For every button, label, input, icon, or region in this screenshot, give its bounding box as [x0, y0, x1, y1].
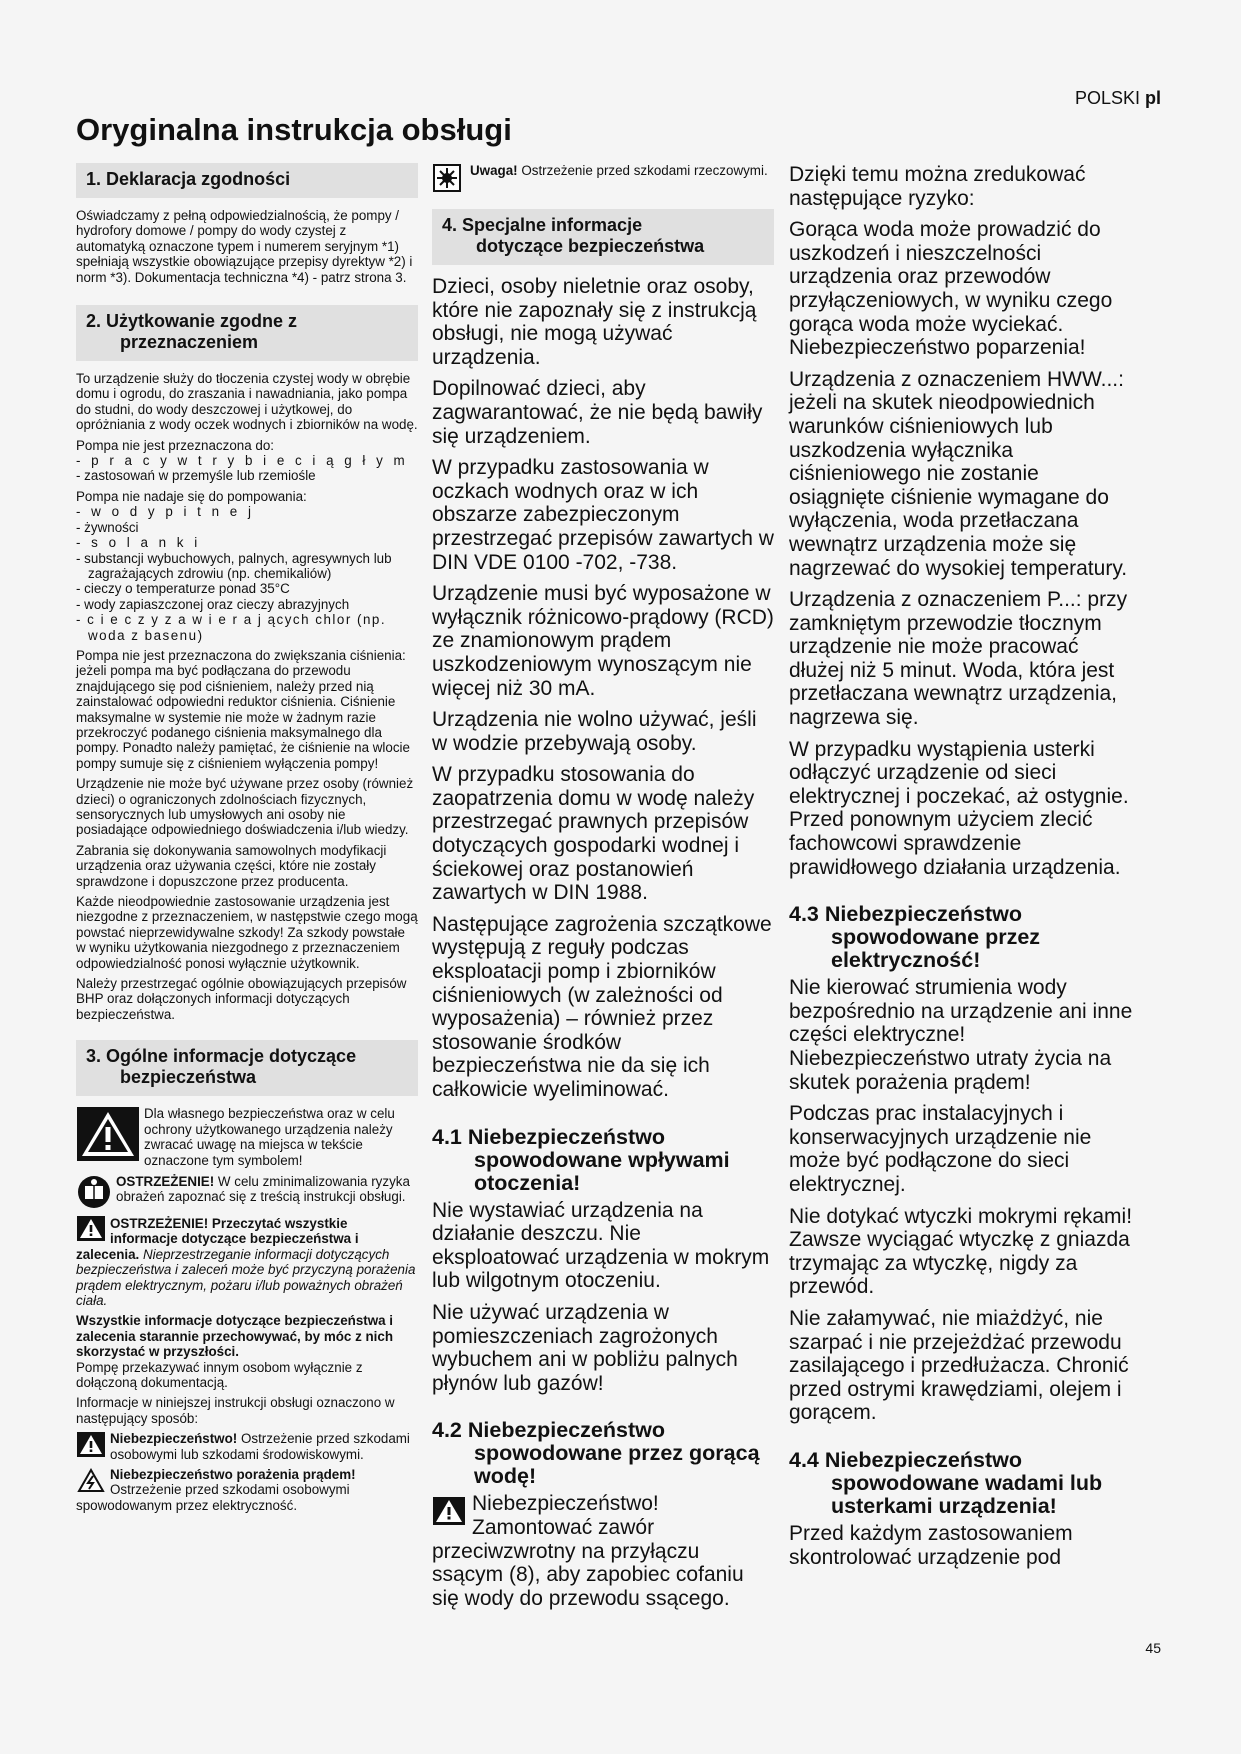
- paragraph: Urządzenia z oznaczeniem HWW...: jeżeli na skutek nieodpowiednich warunków ciśnieniowych lub uszkodzenia wyłącznika ciśnieniowego nie zostanie osiągnięte ciśnienie wymagane do wyłączenia, woda przetłaczana wewnątrz urządzenia może się nagrzewać do wysokiej temperatury.: [789, 367, 1128, 580]
- paragraph: Urządzenie musi być wyposażone w wyłącznik różnicowo-prądowy (RCD) ze znamionowym prądem uszkodzeniowym wynoszącym nie więcej niż 30 mA.: [432, 582, 774, 700]
- paragraph: Nie wystawiać urządzenia na działanie deszczu. Nie eksploatować urządzenia w mokrym lub wilgotnym otoczeniu.: [432, 1198, 770, 1293]
- paragraph: Następujące zagrożenia szczątkowe występują z reguły podczas eksploatacji pomp i zbiorników ciśnieniowych (w zależności od wyposażenia) – również przez stosowanie środków bezpieczeństwa nie da się ich całkowicie wyeliminować.: [432, 912, 772, 1101]
- read-manual-icon: [76, 1174, 112, 1210]
- section-4-title-b: dotyczące bezpieczeństwa: [476, 236, 705, 256]
- pressure-text: Pompa nie jest przeznaczona do zwiększania ciśnienia: jeżeli pompa ma być podłączana do przewodu znajdującego się pod ciśnieniem, należy przed nią zainstalować odpowiedni reduktor ciśnienia. Ciśnienie maksymalne w systemie nie może w żadnym razie przekroczyć podanego ciśnienia maksymalnego dla pompy. Ponadto należy pamiętać, że ciśnienie na wlocie pompy sumuje się z ciśnieniem wyłączenia pompy!: [76, 647, 410, 771]
- section-4-3-heading: [789, 903, 1139, 972]
- marking-intro: Informacje w niniejszej instrukcji obsługi oznaczono w następujący sposób:: [76, 1395, 395, 1426]
- intended-use-text: To urządzenie służy do tłoczenia czystej wody w obrębie domu i ogrodu, do zraszania i nawadniania, jako pompa do studni, do wody deszczowej i użytkowej, do opróżniania z wody oczek wodnych i zbiorników na wodę.: [76, 371, 418, 433]
- danger-note: [76, 1431, 418, 1462]
- language-label: [1075, 88, 1161, 109]
- paragraph: Nie dotykać wtyczki mokrymi rękami! Zawsze wyciągać wtyczkę z gniazda trzymając za wtyczkę, nigdy za przewód.: [789, 1204, 1133, 1299]
- electric-label: Niebezpieczeństwo porażenia prądem!: [110, 1467, 356, 1482]
- not-intended-list: [76, 438, 418, 484]
- warning-2: [76, 1216, 418, 1308]
- read-manual-row: [76, 1174, 418, 1210]
- caution-note: [432, 163, 774, 193]
- warning-2-label: OSTRZEŻENIE! Przeczytać wszystkie informacje dotyczące bezpieczeństwa i zalecenia.: [76, 1215, 359, 1262]
- paragraph: Podczas prac instalacyjnych i konserwacyjnych urządzenie nie może być podłączone do sieci elektrycznej.: [789, 1102, 1092, 1196]
- improper-use-text: Każde nieodpowiednie zastosowanie urządzenia jest niezgodne z przeznaczeniem, w następstwie czego mogą powstać nieprzewidywalne szkody! Za szkody powstałe w wyniku użytkowania niezgodnego z przeznaczeniem odpowiedzialność ponosi wyłącznie użytkownik.: [76, 894, 418, 971]
- paragraph: Nie używać urządzenia w pomieszczeniach zagrożonych wybuchem ani w pobliżu palnych płynów lub gazów!: [432, 1300, 738, 1395]
- electric-hazard-icon: [76, 1467, 106, 1493]
- not-suitable-list: [76, 489, 418, 643]
- safety-symbol-text: Dla własnego bezpieczeństwa oraz w celu ochrony użytkowanego urządzenia należy zwracać uwagę na miejsca w tekście oznaczone tym symbolem!: [144, 1106, 395, 1168]
- hot-water-note: [432, 1492, 774, 1610]
- section-4-heading: [432, 209, 774, 265]
- paragraph: Urządzenia z oznaczeniem P...: przy zamkniętym przewodzie tłocznym urządzenie nie może pracować dłużej niż 5 minut. Woda, która jest przetłaczana wewnątrz urządzenia, nagrzewa się.: [789, 588, 1128, 730]
- section-4-1-title-b: spowodowane wpływami otoczenia!: [474, 1147, 730, 1195]
- hot-water-warning-icon: [432, 1496, 466, 1526]
- section-4-2-heading: [432, 1419, 774, 1488]
- keep-instructions-bold: Wszystkie informacje dotyczące bezpieczeństwa i zalecenia starannie przechowywać, by móc z nich skorzystać w przyszłości.: [76, 1313, 394, 1360]
- list-item: - zastosowań w przemyśle lub rzemiośle: [76, 468, 316, 484]
- paragraph: Nie załamywać, nie miażdżyć, nie szarpać i nie przejeżdżać przewodu zasilającego i przedłużacza. Chronić przed ostrymi krawędziami, olejem i gorącem.: [789, 1306, 1129, 1425]
- section-4-3-title-a: 4.3 Niebezpieczeństwo: [789, 902, 1022, 927]
- paragraph: Nie kierować strumienia wody bezpośrednio na urządzenie ani inne części elektryczne! Niebezpieczeństwo utraty życia na skutek porażenia prądem!: [789, 976, 1133, 1094]
- paragraph: W przypadku zastosowania w oczkach wodnych oraz w ich obszarze zabezpieczonym przestrzegać przepisów zawartych w DIN VDE 0100 -702, -738.: [432, 456, 774, 574]
- page-number: 45: [1145, 1640, 1161, 1656]
- list-item: - w o d y p i t n e j: [76, 504, 255, 520]
- list-item: - substancji wybuchowych, palnych, agresywnych lub zagrażających zdrowiu (np. chemikaliów): [76, 550, 392, 581]
- paragraph: W przypadku wystąpienia usterki odłączyć urządzenie od sieci elektrycznej i poczekać, aż ostygnie. Przed ponownym użyciem zlecić fachowcowi sprawdzenie prawidłowego działania urządzenia.: [789, 737, 1129, 879]
- section-2-title-a: 2. Użytkowanie zgodne z: [86, 311, 298, 332]
- electric-text: Ostrzeżenie przed szkodami osobowymi spowodowanym przez elektryczność.: [76, 1482, 350, 1513]
- keep-instructions-text: Pompę przekazywać innym osobom wyłącznie z dołączoną dokumentacją.: [76, 1359, 363, 1390]
- language-name: POLSKI: [1074, 88, 1140, 108]
- warning-triangle-small-icon: [76, 1216, 106, 1242]
- list-item: - wody zapiaszczonej oraz cieczy abrazyjnych: [76, 596, 350, 612]
- warning-2-text: Nieprzestrzeganie informacji dotyczących bezpieczeństwa i zaleceń może być przyczyną porażenia prądem elektrycznym, pożaru i/lub poważnych obrażeń ciała.: [76, 1246, 416, 1308]
- section-1-heading: [76, 163, 418, 198]
- section-4-2-title-b: spowodowane przez gorącą wodę!: [474, 1441, 760, 1489]
- users-restriction-text: Urządzenie nie może być używane przez osoby (również dzieci) o ograniczonych zdolnościach fizycznych, sensorycznych lub umysłowych ani osoby nie posiadające odpowiedniego doświadczenia i/lub wiedzy.: [76, 776, 414, 838]
- caution-icon: [432, 163, 462, 193]
- danger-icon: [76, 1431, 106, 1457]
- paragraph: W przypadku stosowania do zaopatrzenia domu w wodę należy przestrzegać prawnych przepisów dotyczących gospodarki wodnej i ściekowej oraz postanowień zawartych w DIN 1988.: [432, 763, 755, 905]
- column-3: [789, 163, 1139, 1577]
- section-4-1-heading: [432, 1126, 774, 1195]
- list-item: - c i e c z y z a w i e r a j ących chlor (np. woda z basenu): [76, 612, 387, 643]
- hot-water-text-b: przeciwzwrotny na przyłączu ssącym (8), aby zapobiec cofaniu się wody do przewodu ssącego.: [432, 1539, 744, 1610]
- section-4-4-title-b: spowodowane wadami lub usterkami urządzenia!: [831, 1470, 1103, 1518]
- section-3-title-a: 3. Ogólne informacje dotyczące: [86, 1046, 357, 1067]
- warning-triangle-icon: [76, 1106, 140, 1162]
- warning-1-label: OSTRZEŻENIE!: [116, 1173, 215, 1189]
- section-4-1-title-a: 4.1 Niebezpieczeństwo: [432, 1124, 665, 1149]
- safety-symbol-row: [76, 1106, 418, 1168]
- list-item: - cieczy o temperaturze ponad 35°C: [76, 581, 290, 597]
- section-2-title-b: przeznaczeniem: [120, 332, 259, 353]
- not-intended-head: Pompa nie jest przeznaczona do:: [76, 437, 275, 453]
- section-4-title-a: 4. Specjalne informacje: [442, 215, 643, 235]
- caution-text: Ostrzeżenie przed szkodami rzeczowymi.: [517, 163, 768, 178]
- danger-text: Ostrzeżenie przed szkodami osobowymi lub szkodami środowiskowymi.: [110, 1431, 410, 1462]
- section-4-4-heading: [789, 1449, 1139, 1518]
- warning-1-text: W celu zminimalizowania ryzyka obrażeń zapoznać się z treścią instrukcji obsługi.: [116, 1173, 410, 1205]
- section-3-heading: [76, 1040, 418, 1096]
- section-1-number: 1.: [86, 169, 102, 189]
- electric-note: [76, 1467, 418, 1513]
- section-3-title-b: bezpieczeństwa: [120, 1067, 257, 1088]
- keep-instructions: [76, 1313, 418, 1390]
- list-item: - żywności: [76, 519, 139, 535]
- section-4-2-title-a: 4.2 Niebezpieczeństwo: [432, 1418, 665, 1443]
- paragraph: Urządzenia nie wolno używać, jeśli w wodzie przebywają osoby.: [432, 708, 757, 755]
- paragraph: Przed każdym zastosowaniem skontrolować urządzenie pod: [789, 1521, 1073, 1569]
- paragraph: Dopilnować dzieci, aby zagwarantować, że nie będą bawiły się urządzeniem.: [432, 377, 763, 448]
- page-title: Oryginalna instrukcja obsługi: [76, 112, 512, 147]
- column-2: [432, 163, 774, 1618]
- section-2-heading: [76, 305, 418, 361]
- caution-label: Uwaga!: [470, 163, 518, 178]
- hot-water-text-a: Niebezpieczeństwo! Zamontować zawór: [472, 1492, 659, 1539]
- danger-label: Niebezpieczeństwo!: [110, 1431, 238, 1447]
- section-4-4-title-a: 4.4 Niebezpieczeństwo: [789, 1447, 1022, 1472]
- language-code: pl: [1145, 88, 1161, 108]
- section-4-3-title-b: spowodowane przez elektryczność!: [831, 925, 1041, 973]
- column-1: [76, 163, 418, 1518]
- modification-text: Zabrania się dokonywania samowolnych modyfikacji urządzenia oraz używania części, które nie zostały sprawdzone i dopuszczone przez producenta.: [76, 842, 387, 889]
- section-1-title: Deklaracja zgodności: [106, 169, 291, 189]
- declaration-text: Oświadczamy z pełną odpowiedzialnością, że pompy / hydrofory domowe / pompy do wody czystej z automatyką oznaczone typem i numerem seryjnym *1) spełniają wszystkie obowiązujące przepisy dyrektyw *2) i norm *3). Dokumentacja techniczna *4) - patrz strona 3.: [76, 208, 413, 285]
- paragraph: Dzięki temu można zredukować następujące ryzyko:: [789, 163, 1086, 210]
- list-item: - s o l a n k i: [76, 535, 201, 551]
- not-suitable-head: Pompa nie nadaje się do pompowania:: [76, 488, 307, 504]
- list-item: - p r a c y w t r y b i e c i ą g ł y m: [76, 453, 409, 469]
- paragraph: Gorąca woda może prowadzić do uszkodzeń i nieszczelności urządzenia oraz przewodów przyłączeniowych, w wyniku czego gorąca woda może wyciekać. Niebezpieczeństwo poparzenia!: [789, 218, 1113, 360]
- safety-rules-text: Należy przestrzegać ogólnie obowiązujących przepisów BHP oraz dołączonych informacji dotyczących bezpieczeństwa.: [76, 976, 407, 1022]
- paragraph: Dzieci, osoby nieletnie oraz osoby, które nie zapoznały się z instrukcją obsługi, nie mogą używać urządzenia.: [432, 275, 757, 369]
